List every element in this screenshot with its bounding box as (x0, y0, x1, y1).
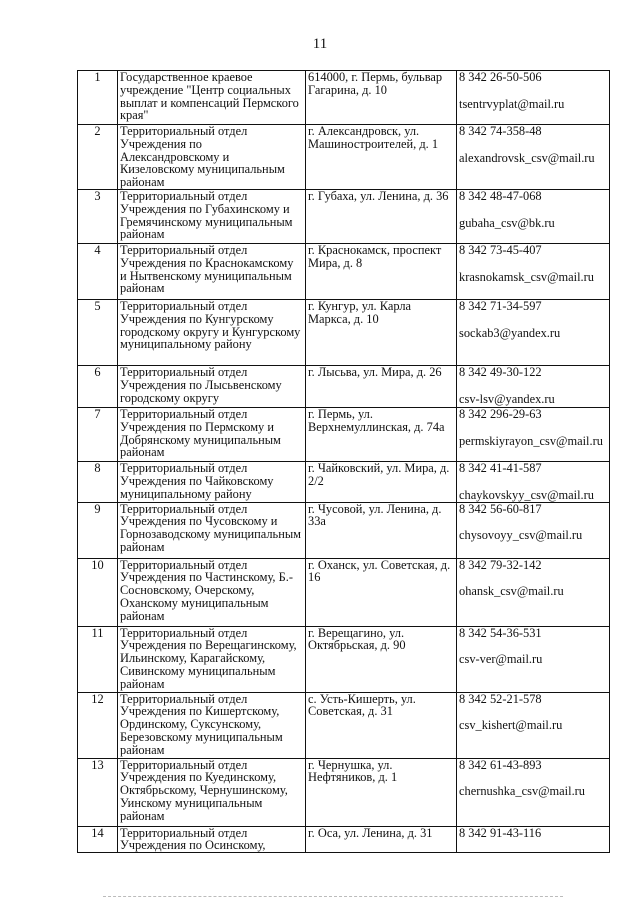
contact-cell (457, 243, 610, 299)
contact-cell (457, 826, 610, 853)
institution-name: Территориальный отдел Учреждения по Кунгурскому городскому округу и Кунгурскому муниципальному району (118, 299, 306, 365)
contact-cell (457, 461, 610, 502)
institution-address: г. Лысьва, ул. Мира, д. 26 (306, 365, 457, 407)
page-number: 11 (312, 36, 328, 52)
email-address: csv_kishert@mail.ru (459, 718, 563, 733)
row-number: 3 (78, 189, 118, 243)
contact-cell (457, 189, 610, 243)
phone-number: 8 342 296-29-63 (459, 406, 542, 421)
table-row (78, 365, 610, 407)
contact-cell (457, 502, 610, 558)
institution-address: г. Чусовой, ул. Ленина, д. 33а (306, 502, 457, 558)
institution-name: Территориальный отдел Учреждения по Лысьвенскому городскому округу (118, 365, 306, 407)
phone-number: 8 342 73-45-407 (459, 242, 542, 257)
phone-number: 8 342 91-43-116 (459, 825, 542, 840)
row-number: 5 (78, 299, 118, 365)
contact-cell (457, 626, 610, 692)
email-address: alexandrovsk_csv@mail.ru (459, 150, 595, 165)
phone-number: 8 342 79-32-142 (459, 557, 542, 572)
row-number: 8 (78, 461, 118, 502)
email-address: gubaha_csv@bk.ru (459, 215, 555, 230)
table-row (78, 758, 610, 826)
institution-name: Территориальный отдел Учреждения по Чусовскому и Горнозаводскому муниципальным районам (118, 502, 306, 558)
institution-name: Территориальный отдел Учреждения по Чайковскому муниципальному району (118, 461, 306, 502)
institution-name: Территориальный отдел Учреждения по Верещагинскому, Ильинскому, Карагайскому, Сивинскому муниципальным районам (118, 626, 306, 692)
row-number: 10 (78, 558, 118, 626)
row-number: 12 (78, 692, 118, 758)
row-number: 14 (78, 826, 118, 853)
contact-cell (457, 758, 610, 826)
institution-address: г. Губаха, ул. Ленина, д. 36 (306, 189, 457, 243)
institution-name: Территориальный отдел Учреждения по Кишертскому, Ординскому, Суксунскому, Березовскому муниципальным районам (118, 692, 306, 758)
phone-number: 8 342 54-36-531 (459, 625, 542, 640)
contact-cell (457, 299, 610, 365)
institution-address: г. Оса, ул. Ленина, д. 31 (306, 826, 457, 853)
contact-cell (457, 71, 610, 125)
phone-number: 8 342 49-30-122 (459, 364, 542, 379)
row-number: 1 (78, 71, 118, 125)
email-address: sockab3@yandex.ru (459, 325, 561, 340)
table-row (78, 125, 610, 190)
email-address: permskiyrayon_csv@mail.ru (459, 433, 603, 448)
institution-address: 614000, г. Пермь, бульвар Гагарина, д. 10 (306, 71, 457, 125)
institution-name: Территориальный отдел Учреждения по Куединскому, Октябрьскому, Чернушинскому, Уинскому муниципальным районам (118, 758, 306, 826)
institution-address: г. Оханск, ул. Советская, д. 16 (306, 558, 457, 626)
phone-number: 8 342 26-50-506 (459, 70, 542, 84)
institution-name: Территориальный отдел Учреждения по Частинскому, Б.-Сосновскому, Очерскому, Оханскому муниципальным районам (118, 558, 306, 626)
email-address: chernushka_csv@mail.ru (459, 784, 585, 799)
row-number: 9 (78, 502, 118, 558)
phone-number: 8 342 41-41-587 (459, 460, 542, 475)
institution-name: Территориальный отдел Учреждения по Краснокамскому и Нытвенскому муниципальным районам (118, 243, 306, 299)
institution-address: г. Пермь, ул. Верхнемуллинская, д. 74а (306, 407, 457, 461)
row-number: 6 (78, 365, 118, 407)
contact-cell (457, 365, 610, 407)
row-number: 7 (78, 407, 118, 461)
row-number: 2 (78, 125, 118, 190)
table-row (78, 299, 610, 365)
institution-address: с. Усть-Кишерть, ул. Советская, д. 31 (306, 692, 457, 758)
table-row (78, 243, 610, 299)
email-address: ohansk_csv@mail.ru (459, 584, 564, 599)
institution-address: г. Краснокамск, проспект Мира, д. 8 (306, 243, 457, 299)
phone-number: 8 342 56-60-817 (459, 501, 542, 516)
footer-divider (103, 896, 563, 897)
table-row (78, 407, 610, 461)
email-address: chysovoyy_csv@mail.ru (459, 528, 583, 543)
phone-number: 8 342 52-21-578 (459, 691, 542, 706)
phone-number: 8 342 74-358-48 (459, 124, 542, 138)
institution-address: г. Верещагино, ул. Октябрьская, д. 90 (306, 626, 457, 692)
row-number: 13 (78, 758, 118, 826)
email-address: chaykovskyy_csv@mail.ru (459, 487, 594, 502)
institution-address: г. Чайковский, ул. Мира, д. 2/2 (306, 461, 457, 502)
contact-cell (457, 558, 610, 626)
contact-cell (457, 692, 610, 758)
row-number: 4 (78, 243, 118, 299)
email-address: tsentrvyplat@mail.ru (459, 96, 565, 111)
institution-name: Территориальный отдел Учреждения по Губахинскому и Гремячинскому муниципальным районам (118, 189, 306, 243)
institution-name: Государственное краевое учреждение "Центр социальных выплат и компенсаций Пермского края" (118, 71, 306, 125)
email-address: krasnokamsk_csv@mail.ru (459, 269, 594, 284)
contact-cell (457, 407, 610, 461)
email-address: csv-lsv@yandex.ru (459, 391, 555, 406)
phone-number: 8 342 61-43-893 (459, 757, 542, 772)
departments-table (77, 70, 610, 853)
institution-name: Территориальный отдел Учреждения по Осинскому, (118, 826, 306, 853)
table-row (78, 626, 610, 692)
table-row (78, 826, 610, 853)
institution-address: г. Александровск, ул. Машиностроителей, д. 1 (306, 125, 457, 190)
contact-cell (457, 125, 610, 190)
departments-table-body (78, 71, 610, 853)
table-row (78, 189, 610, 243)
table-row (78, 692, 610, 758)
institution-address: г. Кунгур, ул. Карла Маркса, д. 10 (306, 299, 457, 365)
institution-address: г. Чернушка, ул. Нефтяников, д. 1 (306, 758, 457, 826)
email-address: csv-ver@mail.ru (459, 652, 543, 667)
institution-name: Территориальный отдел Учреждения по Пермскому и Добрянскому муниципальным районам (118, 407, 306, 461)
table-row (78, 502, 610, 558)
table-row (78, 461, 610, 502)
table-row (78, 558, 610, 626)
phone-number: 8 342 71-34-597 (459, 298, 542, 313)
phone-number: 8 342 48-47-068 (459, 188, 542, 203)
row-number: 11 (78, 626, 118, 692)
table-row (78, 71, 610, 125)
institution-name: Территориальный отдел Учреждения по Александровскому и Кизеловскому муниципальным районам (118, 125, 306, 190)
